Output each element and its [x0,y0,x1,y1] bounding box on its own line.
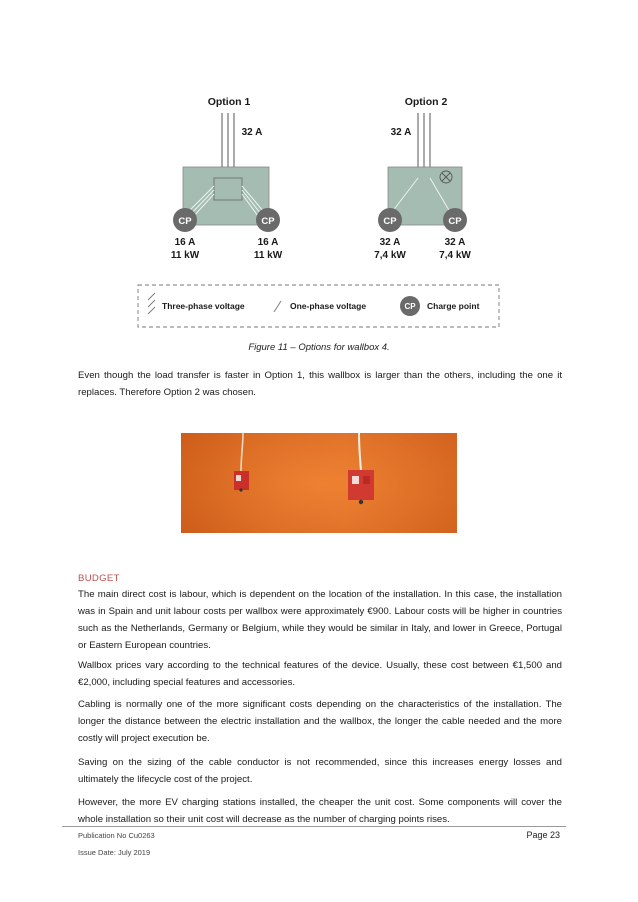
option2-point-left-current: 32 A [379,237,401,248]
three-phase-symbol [148,293,155,314]
legend-cp-symbol-label: CP [404,302,416,311]
option1-cp-right-label: CP [261,216,275,227]
intro-paragraph: Even though the load transfer is faster in Option 1, this wallbox is larger than the others, including the one it replaces. Therefore Option 2 was chosen. [78,370,562,398]
option2-cp-right-label: CP [448,216,462,227]
option1-point-right-power: 11 kW [253,250,283,261]
legend-charge-point: Charge point [427,301,480,311]
footer-page-number: Page 23 [526,830,560,840]
option1-point-right-current: 16 A [257,237,279,248]
budget-paragraph-3: Cabling is normally one of the more significant costs depending on the characteristics of the installation. The longer the distance between the electric installation and the wallbox, the longer the cable needed and the more costly will project execution be. [78,699,562,744]
option2-supply-current: 32 A [390,127,412,138]
legend-one-phase: One-phase voltage [290,301,367,311]
wallbox-photo [181,433,457,533]
option1-point-left-current: 16 A [174,237,196,248]
budget-paragraph-2: Wallbox prices vary according to the technical features of the device. Usually, these cost between €1,500 and €2,000, including special features and accessories. [78,660,562,688]
wallbox-photo-illustration [181,433,457,533]
one-phase-symbol [274,301,281,312]
option1-cp-left-label: CP [178,216,192,227]
footer-publication: Publication No Cu0263 [78,831,155,840]
option2-point-left-power: 7,4 kW [374,250,406,261]
figure-caption: Figure 11 – Options for wallbox 4. [248,342,390,353]
option2-point-right-power: 7,4 kW [439,250,471,261]
option1-title: Option 1 [207,96,251,108]
budget-paragraph-4: Saving on the sizing of the cable conductor is not recommended, since this increases energy losses and ultimately the lifecycle cost of the project. [78,757,562,785]
option1-point-left-power: 11 kW [170,250,200,261]
budget-paragraph-5: However, the more EV charging stations installed, the cheaper the unit cost. Some components will cover the whole installation so their unit cost will decrease as the number of charging points rises. [78,797,562,825]
option2-cp-left-label: CP [383,216,397,227]
option1-wallbox [171,113,283,261]
legend-three-phase: Three-phase voltage [162,301,245,311]
budget-paragraph-1: The main direct cost is labour, which is dependent on the location of the installation. In this case, the installation was in Spain and unit labour costs per wallbox were approximately €900. Labour costs will be higher in countries such as the Netherlands, Germany or Belgium, while they would be similar in Italy, and lower in Greece, Portugal or Eastern European countries. [78,589,562,651]
budget-heading: BUDGET [78,573,120,584]
diagram-legend [138,285,499,327]
option2-point-right-current: 32 A [444,237,466,248]
option2-title: Option 2 [404,96,448,108]
footer-rule [62,826,566,827]
footer-issue-date: Issue Date: July 2019 [78,848,151,857]
wallbox-options-diagram [0,0,638,340]
option2-wallbox [374,113,471,261]
option1-supply-current: 32 A [241,127,263,138]
